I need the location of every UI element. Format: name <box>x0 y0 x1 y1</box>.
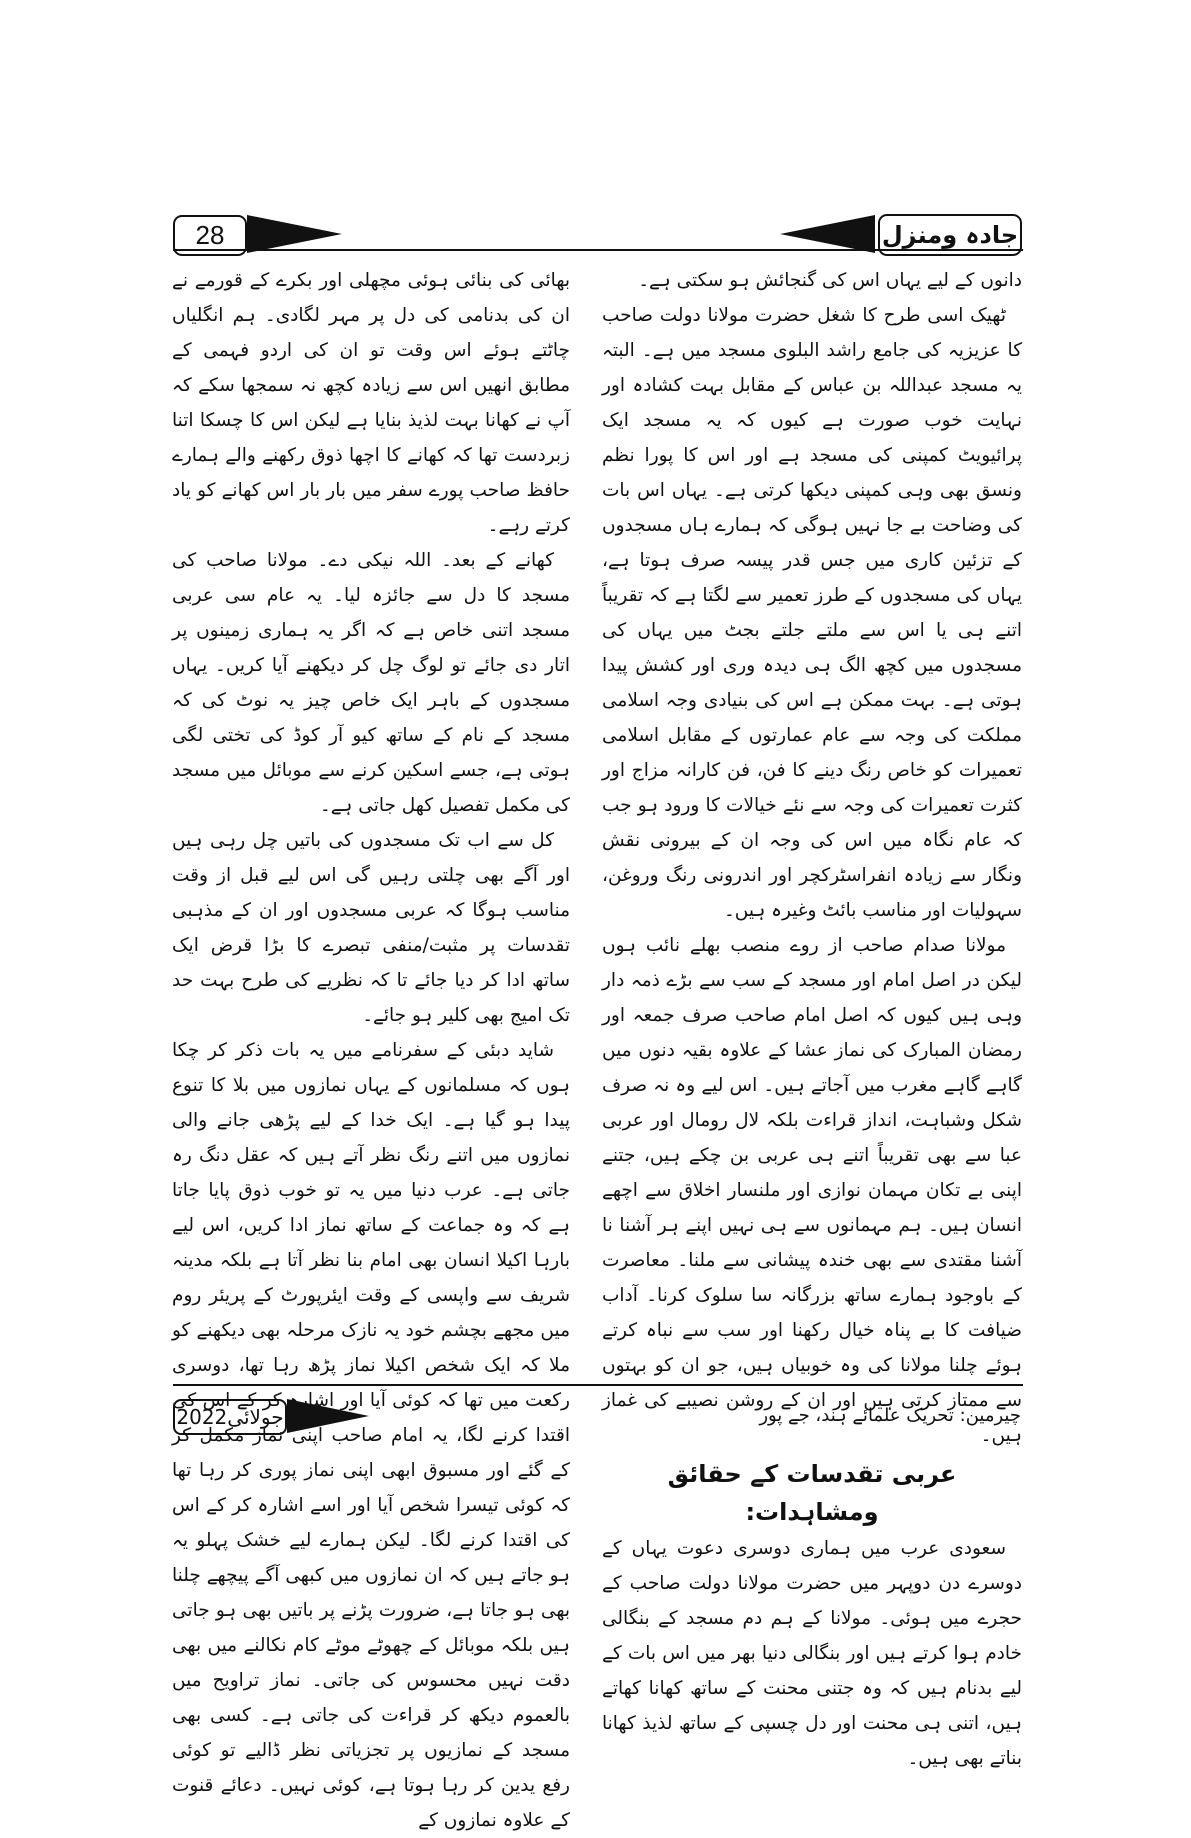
paragraph: ٹھیک اسی طرح کا شغل حضرت مولانا دولت صاحب کا عزیزیہ کی جامع راشد البلوی مسجد میں ہے۔ البتہ یہ مسجد عبداللہ بن عباس کے مقابل بہت کشادہ اور نہایت خوب صورت ہے کیوں کہ یہ مسجد ایک پرائیویٹ کمپنی کی مسجد ہے اور اس کا پورا نظم ونسق بھی وہی کمپنی دیکھا کرتی ہے۔ یہاں اس بات کی وضاحت بے جا نہیں ہوگی کہ ہمارے ہاں مسجدوں کے تزئین کاری میں جس قدر پیسہ صرف ہوتا ہے، یہاں کی مسجدوں کے طرز تعمیر سے لگتا ہے کہ تقریباً اتنے ہی یا اس سے ملتے جلتے بجٹ میں یہاں کی مسجدوں میں کچھ الگ ہی دیدہ وری اور کشش پیدا ہوتی ہے۔ بہت ممکن ہے اس کی بنیادی وجہ اسلامی مملکت کی وجہ سے عام عمارتوں کے مقابل اسلامی تعمیرات کو خاص رنگ دینے کا فن، فن کارانہ مزاج اور کثرت تعمیرات کی وجہ سے نئے خیالات کا ورود ہو جب کہ عام نگاہ میں اس کی وجہ ان کے بیرونی نقش ونگار سے زیادہ انفراسٹرکچر اور اندرونی رنگ وروغن، سہولیات اور مناسب بائٹ وغیرہ ہیں۔ <box>602 305 1022 921</box>
article-column-right <box>602 263 1022 1776</box>
article-column-left <box>172 263 570 1838</box>
header-wedge-left <box>247 215 342 253</box>
footer-wedge <box>287 1399 369 1433</box>
paragraph: بھائی کی بنائی ہوئی مچھلی اور بکرے کے قورمے نے ان کی بدنامی کی دل پر مہر لگادی۔ ہم انگلیاں چاٹتے ہوئے اس وقت تو ان کی اردو فہمی کے مطابق انھیں اس سے زیادہ کچھ نہ سمجھا سکے کہ آپ نے کھانا بہت لذیذ بنایا ہے لیکن اس کا چسکا اتنا زبردست تھا کہ کھانے کا اچھا ذوق رکھنے والے ہمارے حافظ صاحب پورے سفر میں بار بار اس کھانے کو یاد کرتے رہے۔ <box>172 270 570 536</box>
paragraph: مولانا صدام صاحب از روے منصب بھلے نائب ہوں لیکن در اصل امام اور مسجد کے سب سے بڑے ذمہ دار وہی ہیں کیوں کہ اصل امام صاحب صرف جمعہ اور رمضان المبارک کی نماز عشا کے علاوہ بقیہ دنوں میں گاہے گاہے مغرب میں آجاتے ہیں۔ اس لیے وہ نہ صرف شکل وشباہت، انداز قراءت بلکہ لال رومال اور عربی عبا سے بھی تقریباً اتنے ہی عربی بن چکے ہیں، جتنے اپنی بے تکان مہمان نوازی اور ملنسار اخلاق سے اچھے انسان ہیں۔ ہم مہمانوں سے ہی نہیں اپنے ہر آشنا نا آشنا مقتدی سے بھی خندہ پیشانی سے ملنا۔ معاصرت کے باوجود ہمارے ساتھ بزرگانہ سا سلوک کرنا۔ آداب ضیافت کا بے پناہ خیال رکھنا اور سب سے نباہ کرتے ہوئے چلنا مولانا کی وہ خوبیاں ہیں، جو ان کو بہتوں سے ممتاز کرتی ہیں اور ان کے روشن نصیبے کی غماز ہیں۔ <box>602 935 1022 1446</box>
issue-date: جولائی2022 <box>173 1399 287 1435</box>
paragraph: دانوں کے لیے یہاں اس کی گنجائش ہو سکتی ہے۔ <box>638 270 1022 291</box>
header-wedge-right <box>780 215 875 253</box>
author-credit: چیرمین: تحریک علمائے ہند، جے پور <box>759 1405 1021 1426</box>
paragraph: کھانے کے بعد۔ اللہ نیکی دے۔ مولانا صاحب کی مسجد کا دل سے جائزہ لیا۔ یہ عام سی عربی مسجد اتنی خاص ہے کہ اگر یہ ہماری زمینوں پر اتار دی جائے تو لوگ چل کر دیکھنے آیا کریں۔ یہاں مسجدوں کے باہر ایک خاص چیز یہ نوٹ کی کہ مسجد کے نام کے ساتھ کیو آر کوڈ کی تختی لگی ہوتی ہے، جسے اسکین کرنے سے موبائل میں مسجد کی مکمل تفصیل کھل جاتی ہے۔ <box>172 550 570 816</box>
footer-rule <box>173 1384 1023 1386</box>
section-heading: عربی تقدسات کے حقائق ومشاہدات: <box>667 1460 957 1526</box>
page-number: 28 <box>173 215 247 256</box>
magazine-title: جادہ ومنزل <box>878 214 1022 256</box>
paragraph: کل سے اب تک مسجدوں کی باتیں چل رہی ہیں اور آگے بھی چلتی رہیں گی اس لیے قبل از وقت مناسب ہوگا کہ عربی مسجدوں اور ان کے مذہبی تقدسات پر مثبت/منفی تبصرے کا بڑا قرض ایک ساتھ ادا کر دیا جائے تا کہ نظریے کی طرح بہت حد تک امیج بھی کلیر ہو جائے۔ <box>172 830 570 1026</box>
paragraph: سعودی عرب میں ہماری دوسری دعوت یہاں کے دوسرے دن دوپہر میں حضرت مولانا دولت صاحب کے حجرے میں ہوئی۔ مولانا کے ہم دم مسجد کے بنگالی خادم ہوا کرتے ہیں اور بنگالی دنیا بھر میں اس بات کے لیے بدنام ہیں کہ وہ جتنی محنت کے ساتھ کھانا کھاتے ہیں، اتنی ہی محنت اور دل چسپی کے ساتھ لذیذ کھانا بناتے بھی ہیں۔ <box>602 1538 1022 1769</box>
paragraph: شاید دبئی کے سفرنامے میں یہ بات ذکر کر چکا ہوں کہ مسلمانوں کے یہاں نمازوں میں بلا کا تنوع پیدا ہو گیا ہے۔ ایک خدا کے لیے پڑھی جانے والی نمازوں میں اتنے رنگ نظر آتے ہیں کہ عقل دنگ رہ جاتی ہے۔ عرب دنیا میں یہ تو خوب ذوق پایا جاتا ہے کہ وہ جماعت کے ساتھ نماز ادا کریں، اس لیے بارہا اکیلا انسان بھی امام بنا نظر آتا ہے بلکہ مدینہ شریف سے واپسی کے وقت ایئرپورٹ کے پریئر روم میں مجھے بچشم خود یہ نازک مرحلہ بھی دیکھنے کو ملا کہ ایک شخص اکیلا نماز پڑھ رہا تھا، دوسری رکعت میں تھا کہ کوئی آیا اور اشارہ کر کے اس کی اقتدا کرنے لگا، یہ امام صاحب اپنی نماز مکمل کر کے گئے اور مسبوق ابھی اپنی نماز پوری کر رہا تھا کہ کوئی تیسرا شخص آیا اور اسے اشارہ کر کے اس کی اقتدا کرنے لگا۔ لیکن ہمارے لیے خشک پہلو یہ ہو جاتے ہیں کہ ان نمازوں میں کبھی آگے پیچھے چلنا بھی ہو جاتا ہے، ضرورت پڑنے پر باتیں بھی ہو جاتی ہیں بلکہ موبائل کے چھوٹے موٹے کام نکالنے میں بھی دقت نہیں محسوس کی جاتی۔ نماز تراویح میں بالعموم دیکھ کر قراءت کی جاتی ہے۔ کسی بھی مسجد کے نمازیوں پر تجزیاتی نظر ڈالیے تو کوئی رفع یدین کر رہا ہوتا ہے، کوئی نہیں۔ دعائے قنوت کے علاوہ نمازوں کے <box>172 1040 570 1831</box>
